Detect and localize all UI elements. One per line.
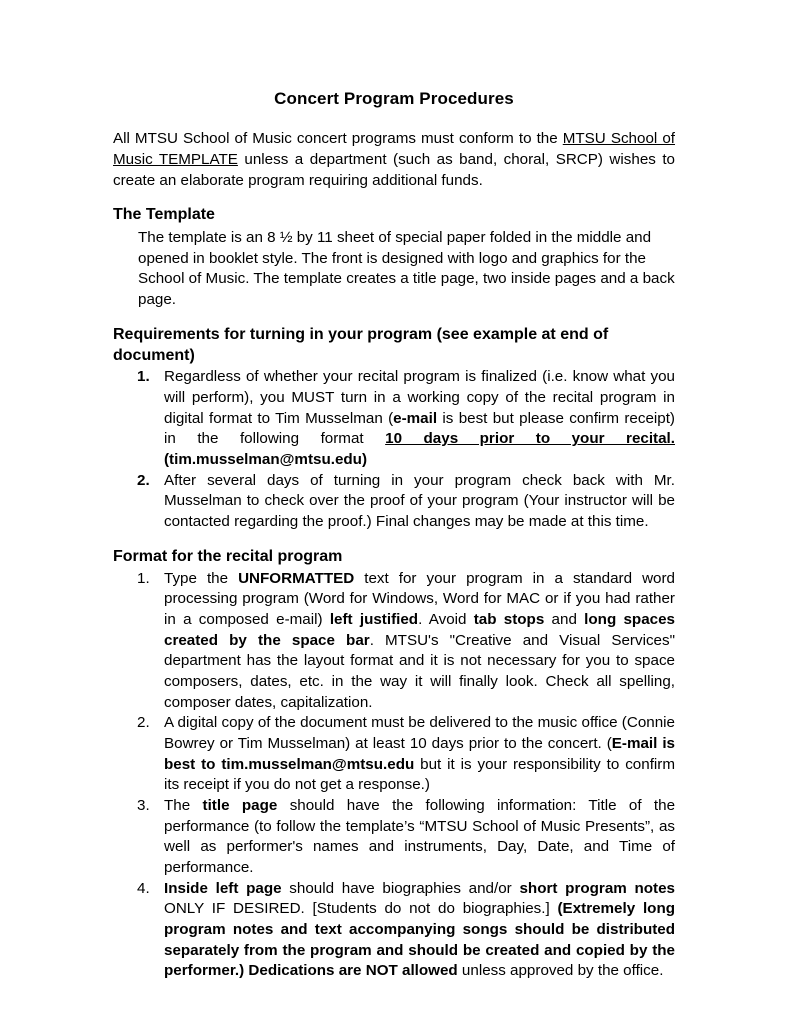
intro-prefix: All MTSU School of Music concert programs must conform to the: [113, 130, 563, 148]
list-item-marker: 4.: [137, 879, 150, 897]
text-run: (Extremely long program notes and text accompanying songs should be distributed separately from the program and should be created and copied by the performer.) Dedications are NOT allowed: [164, 900, 676, 980]
text-run: tab stops: [473, 610, 545, 628]
list-item: [113, 471, 675, 533]
section-heading-format: Format for the recital program: [113, 547, 343, 565]
list-item-marker: 3.: [137, 796, 150, 814]
text-run: unless approved by the office.: [457, 962, 664, 980]
list-item: [113, 796, 675, 879]
text-run: and: [544, 610, 585, 628]
text-run: should have the following information: Title of the performance (to follow the template’s “MTSU School of Music Presents”, as well as performer's names and instruments, Day, Date, and Time of performance.: [164, 796, 676, 876]
list-item-text: [164, 570, 675, 711]
text-run: should have biographies and/or: [281, 879, 520, 897]
text-run: A digital copy of the document must be delivered to the music office (Connie Bowrey or Tim Musselman) at least 10 days prior to the concert. (: [164, 714, 675, 752]
text-run: (tim.musselman@mtsu.edu): [164, 451, 367, 469]
text-run: title page: [202, 796, 278, 814]
list-item-marker: 1.: [137, 368, 150, 386]
intro-suffix: unless a department (such as band, choral, SRCP) wishes to create an elaborate program requiring additional funds.: [113, 150, 676, 189]
section-heading-the-template: The Template: [113, 206, 215, 224]
list-item-marker: 1.: [137, 569, 150, 587]
list-item-text: [164, 880, 675, 980]
requirements-list: [113, 367, 675, 532]
intro-paragraph: [113, 129, 675, 191]
text-run: left justified: [329, 610, 419, 628]
text-run: UNFORMATTED: [238, 569, 355, 587]
section-heading-requirements: Requirements for turning in your program (see example at end of document): [113, 325, 609, 364]
list-item-text: [164, 472, 675, 530]
text-run: The: [164, 796, 203, 814]
text-run: . MTSU's "Creative and Visual Services" department has the layout format and it is not necessary for you to space composers, dates, etc. in the way it will finally look. Check all spelling, composer dates, capitalization.: [164, 631, 675, 711]
text-run: 10 days prior to your recital.: [385, 430, 675, 448]
list-item: [113, 713, 675, 796]
text-run: short program notes: [519, 879, 675, 897]
text-run: Type the: [164, 569, 239, 587]
text-run: . Avoid: [418, 610, 474, 628]
list-item-text: [164, 797, 675, 876]
text-run: ONLY IF DESIRED. [Students do not do biographies.]: [164, 900, 558, 918]
text-run: is best but please confirm receipt) in the following format: [164, 409, 675, 448]
text-run: E-mail is best to tim.musselman@mtsu.edu: [164, 734, 675, 773]
text-run: Inside left page: [164, 879, 282, 897]
list-item-marker: 2.: [137, 714, 150, 732]
text-run: long spaces created by the space bar: [164, 610, 675, 649]
page-title: Concert Program Procedures: [274, 89, 514, 108]
list-item: [113, 367, 675, 470]
list-item: [113, 879, 675, 982]
text-run: but it is your responsibility to confirm its receipt if you do not get a response.): [164, 755, 676, 794]
list-item: [113, 569, 675, 714]
list-item-marker: 2.: [137, 471, 150, 489]
text-run: Regardless of whether your recital program is finalized (i.e. know what you will perform), you MUST turn in a working copy of the recital program in digital format to Tim Musselman (: [164, 368, 675, 427]
the-template-body: The template is an 8 ½ by 11 sheet of special paper folded in the middle and opened in booklet style. The front is designed with logo and graphics for the School of Music. The template creates a title page, two inside pages and a back page.: [138, 229, 675, 309]
text-run: After several days of turning in your program check back with Mr. Musselman to check over the proof of your program (Your instructor will be contacted regarding the proof.) Final changes may be made at this time.: [164, 471, 675, 531]
text-run: text for your program in a standard word processing program (Word for Windows, Word for MAC or if you had rather in a composed e-mail): [164, 569, 675, 628]
list-item-text: [164, 368, 675, 468]
list-item-text: [164, 714, 675, 793]
text-run: e-mail: [393, 409, 438, 427]
template-link-text: MTSU School of Music TEMPLATE: [113, 130, 675, 168]
format-list: [113, 569, 675, 982]
